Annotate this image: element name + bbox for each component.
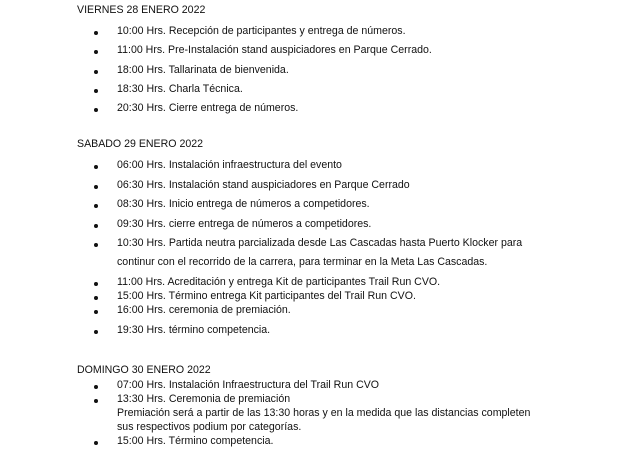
list-item: 11:00 Hrs. Pre-Instalación stand auspiciadores en Parque Cerrado.	[117, 44, 432, 56]
bullet-icon	[94, 31, 98, 35]
list-item: 06:30 Hrs. Instalación stand auspiciadores en Parque Cerrado	[117, 179, 410, 191]
bullet-icon	[94, 89, 98, 93]
bullet-icon	[94, 185, 98, 189]
bullet-icon	[94, 399, 98, 403]
list-item: 16:00 Hrs. ceremonia de premiación.	[117, 304, 291, 316]
list-item: 11:00 Hrs. Acreditación y entrega Kit de participantes Trail Run CVO.	[117, 276, 441, 288]
bullet-icon	[94, 204, 98, 208]
list-item: 09:30 Hrs. cierre entrega de números a competidores.	[117, 218, 372, 230]
list-item: 18:30 Hrs. Charla Técnica.	[117, 83, 243, 95]
day-heading-domingo: DOMINGO 30 ENERO 2022	[77, 364, 211, 376]
bullet-icon	[94, 224, 98, 228]
bullet-icon	[94, 441, 98, 445]
list-item: 15:00 Hrs. Término competencia.	[117, 435, 274, 447]
bullet-icon	[94, 296, 98, 300]
list-item-detail: Premiación será a partir de las 13:30 horas y en la medida que las distancias completen	[117, 407, 531, 419]
bullet-icon	[94, 385, 98, 389]
list-item: 07:00 Hrs. Instalación Infraestructura del Trail Run CVO	[117, 379, 380, 391]
list-item: 10:30 Hrs. Partida neutra parcializada desde Las Cascadas hasta Puerto Klocker para	[117, 237, 523, 249]
list-item-detail: sus respectivos podium por categorías.	[117, 421, 302, 433]
list-item: 19:30 Hrs. término competencia.	[117, 324, 271, 336]
list-item: 20:30 Hrs. Cierre entrega de números.	[117, 102, 299, 114]
bullet-icon	[94, 243, 98, 247]
list-item: 15:00 Hrs. Término entrega Kit participantes del Trail Run CVO.	[117, 290, 416, 302]
bullet-icon	[94, 70, 98, 74]
list-item: 06:00 Hrs. Instalación infraestructura del evento	[117, 159, 342, 171]
bullet-icon	[94, 282, 98, 286]
day-heading-sabado: SABADO 29 ENERO 2022	[77, 138, 204, 150]
list-item-continuation: continur con el recorrido de la carrera, para terminar en la Meta Las Cascadas.	[117, 256, 488, 268]
bullet-icon	[94, 108, 98, 112]
list-item: 18:00 Hrs. Tallarinata de bienvenida.	[117, 64, 289, 76]
bullet-icon	[94, 310, 98, 314]
list-item: 08:30 Hrs. Inicio entrega de números a competidores.	[117, 198, 370, 210]
list-item: 13:30 Hrs. Ceremonia de premiación	[117, 393, 291, 405]
bullet-icon	[94, 330, 98, 334]
day-heading-viernes: VIERNES 28 ENERO 2022	[77, 4, 206, 16]
bullet-icon	[94, 50, 98, 54]
bullet-icon	[94, 165, 98, 169]
list-item: 10:00 Hrs. Recepción de participantes y entrega de números.	[117, 25, 406, 37]
